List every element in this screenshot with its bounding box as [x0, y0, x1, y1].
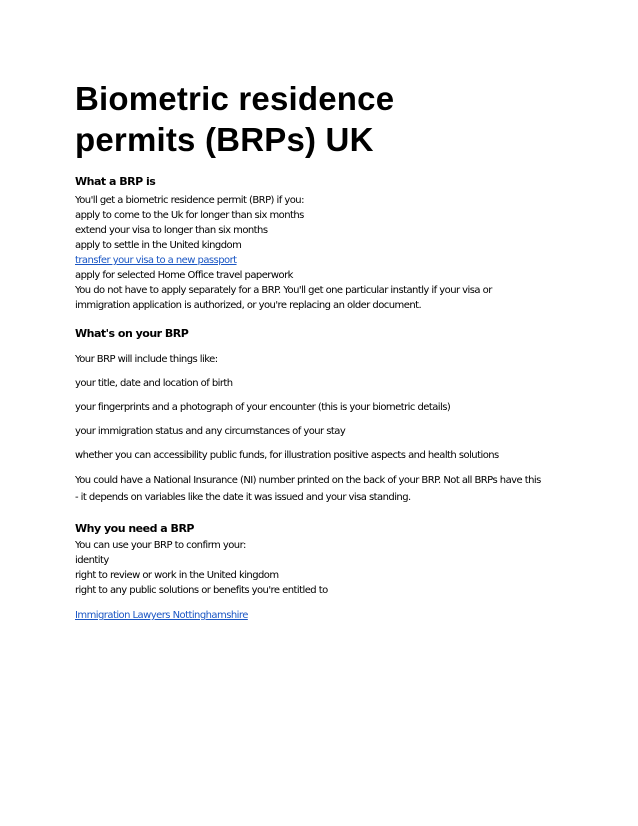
- document-content: [75, 78, 575, 623]
- paragraph: your fingerprints and a photograph of your encounter (this is your biometric details): [75, 402, 451, 413]
- heading-what-a-brp-is: What a BRP is: [75, 175, 156, 188]
- section-why-body: [75, 538, 575, 623]
- paragraph: your immigration status and any circumstances of your stay: [75, 426, 346, 437]
- text-line: right to review or work in the United kingdom: [75, 570, 279, 581]
- text-line: apply for selected Home Office travel paperwork: [75, 270, 293, 281]
- transfer-visa-link[interactable]: transfer your visa to a new passport: [75, 255, 237, 266]
- text-line: apply to settle in the United kingdom: [75, 240, 242, 251]
- section-what-body: [75, 193, 575, 313]
- text-line: You'll get a biometric residence permit (BRP) if you:: [75, 195, 304, 206]
- paragraph: whether you can accessibility public funds, for illustration positive aspects and health solutions: [75, 450, 499, 461]
- text-line: - it depends on variables like the date it was issued and your visa standing.: [75, 492, 411, 503]
- title-line-1: Biometric residence: [75, 80, 395, 117]
- heading-why-you-need-a-brp: Why you need a BRP: [75, 522, 194, 535]
- text-line: apply to come to the Uk for longer than six months: [75, 210, 304, 221]
- ni-paragraph: [75, 472, 575, 506]
- text-line: immigration application is authorized, or you're replacing an older document.: [75, 300, 422, 311]
- text-line: You can use your BRP to confirm your:: [75, 540, 246, 551]
- heading-whats-on-your-brp: What's on your BRP: [75, 327, 189, 340]
- title-line-2: permits (BRPs) UK: [75, 121, 374, 158]
- immigration-lawyers-link[interactable]: Immigration Lawyers Nottinghamshire: [75, 610, 248, 621]
- paragraph: your title, date and location of birth: [75, 378, 233, 389]
- text-line: extend your visa to longer than six months: [75, 225, 268, 236]
- text-line: You could have a National Insurance (NI) number printed on the back of your BRP. Not all BRPs have this: [75, 475, 541, 486]
- text-line: You do not have to apply separately for a BRP. You'll get one particular instantly if your visa or: [75, 285, 492, 296]
- paragraph: Your BRP will include things like:: [75, 354, 218, 365]
- text-line: right to any public solutions or benefits you're entitled to: [75, 585, 328, 596]
- text-line: identity: [75, 555, 109, 566]
- section-on-brp-body: [75, 352, 575, 506]
- page-title: [75, 78, 575, 160]
